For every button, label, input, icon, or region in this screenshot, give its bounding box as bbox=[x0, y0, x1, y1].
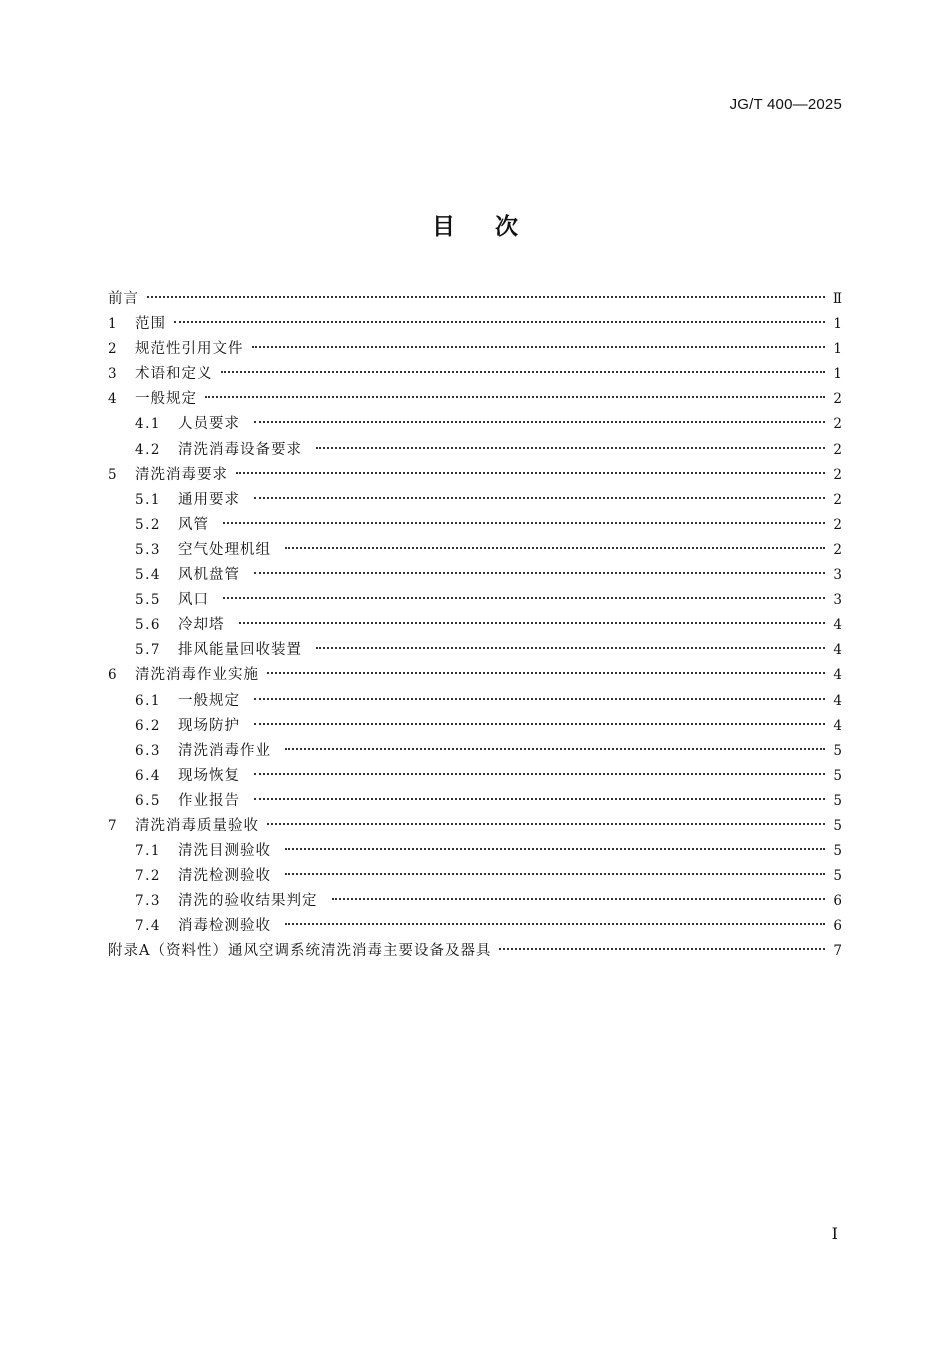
toc-dot-leader bbox=[499, 948, 825, 950]
toc-entry-label: 清洗消毒作业 bbox=[178, 742, 271, 759]
toc-entry[interactable] bbox=[108, 814, 842, 839]
toc-entry[interactable] bbox=[108, 613, 842, 638]
toc-entry-page: 5 bbox=[833, 742, 842, 759]
toc-entry-number: 5.7 bbox=[135, 642, 161, 659]
toc-entry-label: 风口 bbox=[178, 592, 209, 609]
toc-entry[interactable] bbox=[108, 914, 842, 939]
toc-entry[interactable] bbox=[108, 337, 842, 362]
toc-entry-number: 6.5 bbox=[135, 792, 161, 809]
toc-entry-number: 5.5 bbox=[135, 592, 161, 609]
toc-entry[interactable] bbox=[108, 839, 842, 864]
toc-dot-leader bbox=[252, 346, 826, 348]
toc-dot-leader bbox=[223, 597, 825, 599]
toc-entry[interactable] bbox=[108, 563, 842, 588]
toc-entry-label: 风机盘管 bbox=[178, 567, 240, 584]
toc-entry-number: 4.1 bbox=[135, 416, 161, 433]
toc-entry[interactable] bbox=[108, 739, 842, 764]
toc-dot-leader bbox=[316, 647, 825, 649]
toc-entry-number: 3 bbox=[108, 366, 119, 383]
toc-entry-label: 冷却塔 bbox=[178, 617, 225, 634]
toc-entry-number: 7.2 bbox=[135, 868, 161, 885]
toc-entry-page: 2 bbox=[833, 491, 842, 508]
toc-entry-number: 7.4 bbox=[135, 918, 161, 935]
toc-entry[interactable] bbox=[108, 714, 842, 739]
toc-entry[interactable] bbox=[108, 663, 842, 688]
toc-entry[interactable] bbox=[108, 638, 842, 663]
toc-dot-leader bbox=[267, 672, 825, 674]
toc-entry-number: 1 bbox=[108, 316, 119, 333]
toc-entry-number: 6.2 bbox=[135, 717, 161, 734]
toc-entry-label: 通用要求 bbox=[178, 491, 240, 508]
toc-entry-label: 术语和定义 bbox=[135, 366, 213, 383]
toc-dot-leader bbox=[285, 547, 825, 549]
toc-entry[interactable] bbox=[108, 488, 842, 513]
toc-dot-leader bbox=[332, 898, 826, 900]
toc-entry-page: 5 bbox=[833, 792, 842, 809]
toc-entry-number: 6.4 bbox=[135, 767, 161, 784]
toc-entry-number: 7 bbox=[108, 817, 119, 834]
toc-entry-number: 7.1 bbox=[135, 843, 161, 860]
toc-entry-number: 4 bbox=[108, 391, 119, 408]
toc-entry-label: 清洗消毒质量验收 bbox=[135, 817, 259, 834]
toc-entry-page: 2 bbox=[833, 416, 842, 433]
toc-dot-leader bbox=[285, 923, 825, 925]
toc-entry-page: 1 bbox=[833, 316, 842, 333]
toc-dot-leader bbox=[254, 723, 825, 725]
toc-dot-leader bbox=[254, 698, 825, 700]
toc-entry-number: 5.2 bbox=[135, 516, 161, 533]
toc-entry-page: 2 bbox=[833, 391, 842, 408]
toc-entry-label: 清洗消毒作业实施 bbox=[135, 667, 259, 684]
toc-dot-leader bbox=[239, 622, 826, 624]
toc-dot-leader bbox=[147, 296, 825, 298]
toc-dot-leader bbox=[254, 421, 825, 423]
toc-entry-number: 5.1 bbox=[135, 491, 161, 508]
toc-entry-label: 前言 bbox=[108, 291, 139, 307]
toc-entry-label: 范围 bbox=[135, 316, 166, 333]
page-title: 目次 bbox=[432, 214, 558, 240]
toc-entry[interactable] bbox=[108, 538, 842, 563]
toc-entry[interactable] bbox=[108, 463, 842, 488]
toc-entry[interactable] bbox=[108, 387, 842, 412]
page-number: I bbox=[831, 1224, 838, 1243]
toc-entry-label: 规范性引用文件 bbox=[135, 341, 244, 358]
toc-entry-number: 4.2 bbox=[135, 441, 161, 458]
toc-dot-leader bbox=[267, 823, 825, 825]
toc-entry-number: 6 bbox=[108, 667, 119, 684]
toc-dot-leader bbox=[236, 472, 825, 474]
toc-entry-number: 7.3 bbox=[135, 893, 161, 910]
toc-entry-number: 5.6 bbox=[135, 617, 161, 634]
toc-entry-page: 6 bbox=[833, 918, 842, 935]
toc-dot-leader bbox=[223, 522, 825, 524]
toc-entry-page: 2 bbox=[833, 516, 842, 533]
toc-entry-page: 1 bbox=[833, 341, 842, 358]
toc-entry-number: 5.3 bbox=[135, 541, 161, 558]
toc-entry[interactable] bbox=[108, 312, 842, 337]
toc-entry-label: 现场防护 bbox=[178, 717, 240, 734]
toc-entry-page: 3 bbox=[833, 592, 842, 609]
toc-entry-label: 风管 bbox=[178, 516, 209, 533]
table-of-contents bbox=[108, 287, 842, 965]
toc-entry[interactable] bbox=[108, 412, 842, 437]
toc-entry-label: 清洗消毒设备要求 bbox=[178, 441, 302, 458]
toc-entry[interactable] bbox=[108, 689, 842, 714]
toc-entry-page: 5 bbox=[833, 767, 842, 784]
toc-entry-page: 2 bbox=[833, 541, 842, 558]
toc-dot-leader bbox=[205, 396, 825, 398]
toc-dot-leader bbox=[285, 748, 825, 750]
toc-entry-page: 2 bbox=[833, 466, 842, 483]
toc-dot-leader bbox=[285, 848, 825, 850]
toc-dot-leader bbox=[254, 773, 825, 775]
toc-dot-leader bbox=[316, 447, 825, 449]
toc-entry-label: 清洗目测验收 bbox=[178, 843, 271, 860]
toc-entry-page: 4 bbox=[833, 692, 842, 709]
toc-entry-label: 现场恢复 bbox=[178, 767, 240, 784]
toc-entry-page: 3 bbox=[833, 567, 842, 584]
toc-entry[interactable] bbox=[108, 864, 842, 889]
toc-entry-label: 清洗的验收结果判定 bbox=[178, 893, 318, 910]
toc-entry-page: 5 bbox=[833, 817, 842, 834]
toc-entry-page: 4 bbox=[833, 617, 842, 634]
toc-entry-number: 6.1 bbox=[135, 692, 161, 709]
toc-entry-page: 4 bbox=[833, 667, 842, 684]
toc-entry[interactable] bbox=[108, 939, 842, 964]
toc-entry-label: 消毒检测验收 bbox=[178, 918, 271, 935]
toc-entry-label: 人员要求 bbox=[178, 416, 240, 433]
toc-entry-label: 清洗消毒要求 bbox=[135, 466, 228, 483]
toc-entry-number: 6.3 bbox=[135, 742, 161, 759]
toc-dot-leader bbox=[254, 497, 825, 499]
toc-entry[interactable] bbox=[108, 438, 842, 463]
toc-dot-leader bbox=[285, 873, 825, 875]
toc-entry-label: 作业报告 bbox=[178, 792, 240, 809]
toc-entry-number: 5 bbox=[108, 466, 119, 483]
toc-entry-page: 6 bbox=[833, 893, 842, 910]
toc-entry-page: 5 bbox=[833, 868, 842, 885]
toc-entry-page: 4 bbox=[833, 642, 842, 659]
toc-entry[interactable] bbox=[108, 889, 842, 914]
toc-dot-leader bbox=[254, 798, 825, 800]
toc-entry-label: 一般规定 bbox=[135, 391, 197, 408]
toc-entry-page: 5 bbox=[833, 843, 842, 860]
toc-entry[interactable] bbox=[108, 789, 842, 814]
toc-entry-label: 排风能量回收装置 bbox=[178, 642, 302, 659]
toc-entry-number: 5.4 bbox=[135, 567, 161, 584]
toc-entry[interactable] bbox=[108, 287, 842, 312]
toc-entry-page: 4 bbox=[833, 717, 842, 734]
toc-dot-leader bbox=[254, 572, 825, 574]
toc-entry-page: 2 bbox=[833, 441, 842, 458]
toc-entry-number: 2 bbox=[108, 341, 119, 358]
toc-entry[interactable] bbox=[108, 588, 842, 613]
document-code: JG/T 400—2025 bbox=[729, 96, 842, 113]
toc-dot-leader bbox=[174, 321, 825, 323]
toc-entry-label: 空气处理机组 bbox=[178, 541, 271, 558]
toc-entry-label: 清洗检测验收 bbox=[178, 868, 271, 885]
toc-entry-page: Ⅱ bbox=[832, 291, 842, 307]
toc-entry[interactable] bbox=[108, 513, 842, 538]
toc-entry-page: 1 bbox=[833, 366, 842, 383]
toc-entry[interactable] bbox=[108, 764, 842, 789]
toc-entry-page: 7 bbox=[833, 943, 842, 960]
toc-entry-label: 附录A（资料性）通风空调系统清洗消毒主要设备及器具 bbox=[108, 943, 492, 960]
toc-entry[interactable] bbox=[108, 362, 842, 387]
toc-entry-label: 一般规定 bbox=[178, 692, 240, 709]
toc-dot-leader bbox=[221, 371, 826, 373]
